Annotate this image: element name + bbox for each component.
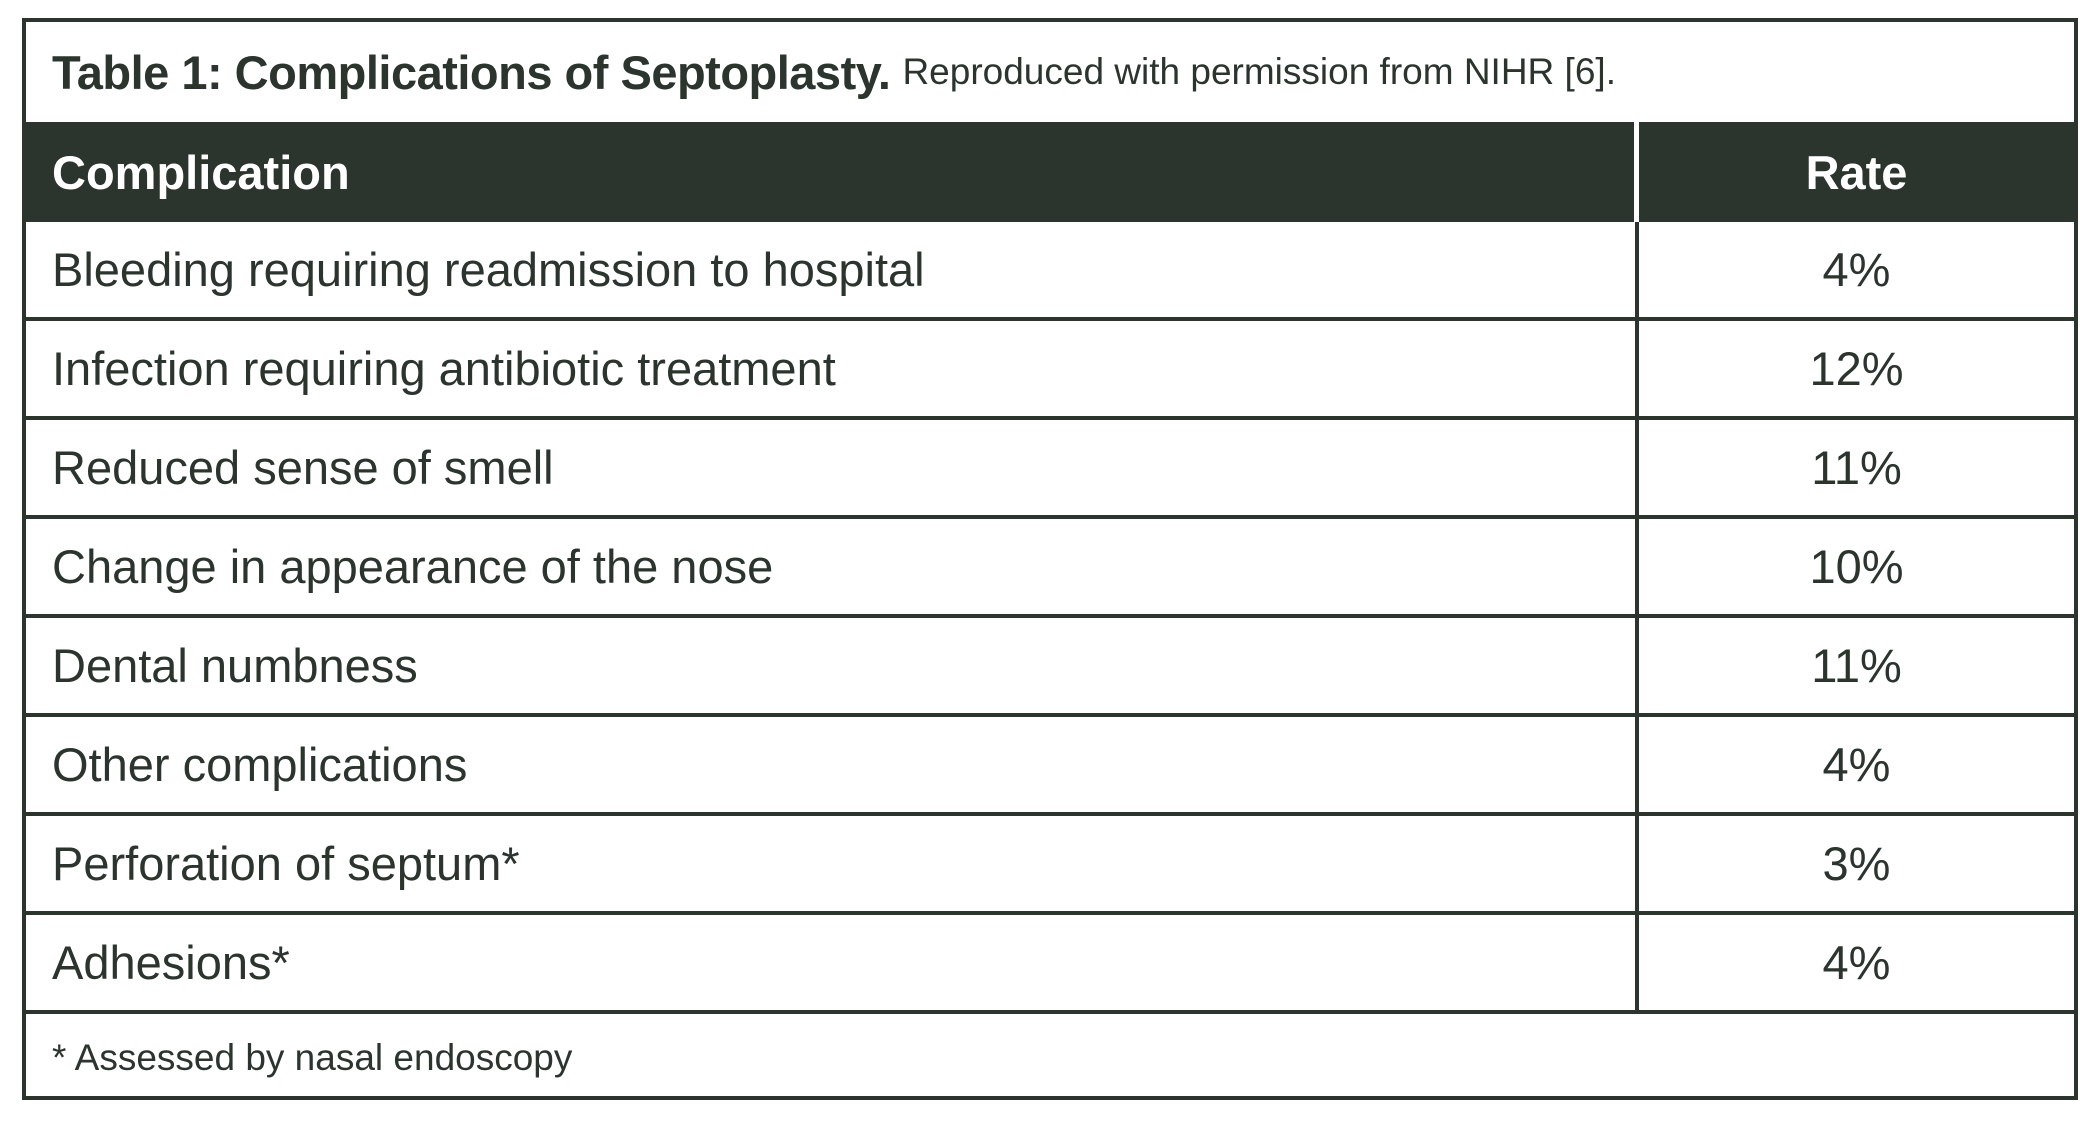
table-caption (26, 22, 2074, 122)
rate-cell: 11% (1811, 441, 1902, 494)
table-row (26, 222, 2074, 321)
table-row (26, 915, 2074, 1014)
header-complication: Complication (26, 122, 1639, 222)
complication-cell: Perforation of septum* (26, 816, 1639, 911)
table-row (26, 519, 2074, 618)
table-body (26, 222, 2074, 1014)
rate-cell: 4% (1822, 243, 1891, 296)
complication-cell: Infection requiring antibiotic treatment (26, 321, 1639, 416)
rate-cell: 12% (1809, 342, 1904, 395)
rate-cell: 10% (1809, 540, 1904, 593)
table-row (26, 420, 2074, 519)
table-row (26, 717, 2074, 816)
complication-cell: Adhesions* (26, 915, 1639, 1010)
rate-cell: 4% (1822, 738, 1891, 791)
complication-cell: Reduced sense of smell (26, 420, 1639, 515)
table-credit: Reproduced with permission from NIHR [6]. (902, 51, 1616, 92)
table-header-row (26, 122, 2074, 222)
complication-cell: Other complications (26, 717, 1639, 812)
complication-cell: Change in appearance of the nose (26, 519, 1639, 614)
table-row (26, 321, 2074, 420)
header-rate: Rate (1805, 145, 1908, 199)
rate-cell: 3% (1822, 837, 1891, 890)
complications-table (22, 18, 2078, 1100)
table-footnote: * Assessed by nasal endoscopy (52, 1036, 573, 1078)
complication-cell: Dental numbness (26, 618, 1639, 713)
table-title: Table 1: Complications of Septoplasty. (52, 45, 891, 99)
rate-cell: 11% (1811, 639, 1902, 692)
table-row (26, 816, 2074, 915)
complication-cell: Bleeding requiring readmission to hospital (26, 222, 1639, 317)
rate-cell: 4% (1822, 936, 1891, 989)
table-row (26, 618, 2074, 717)
